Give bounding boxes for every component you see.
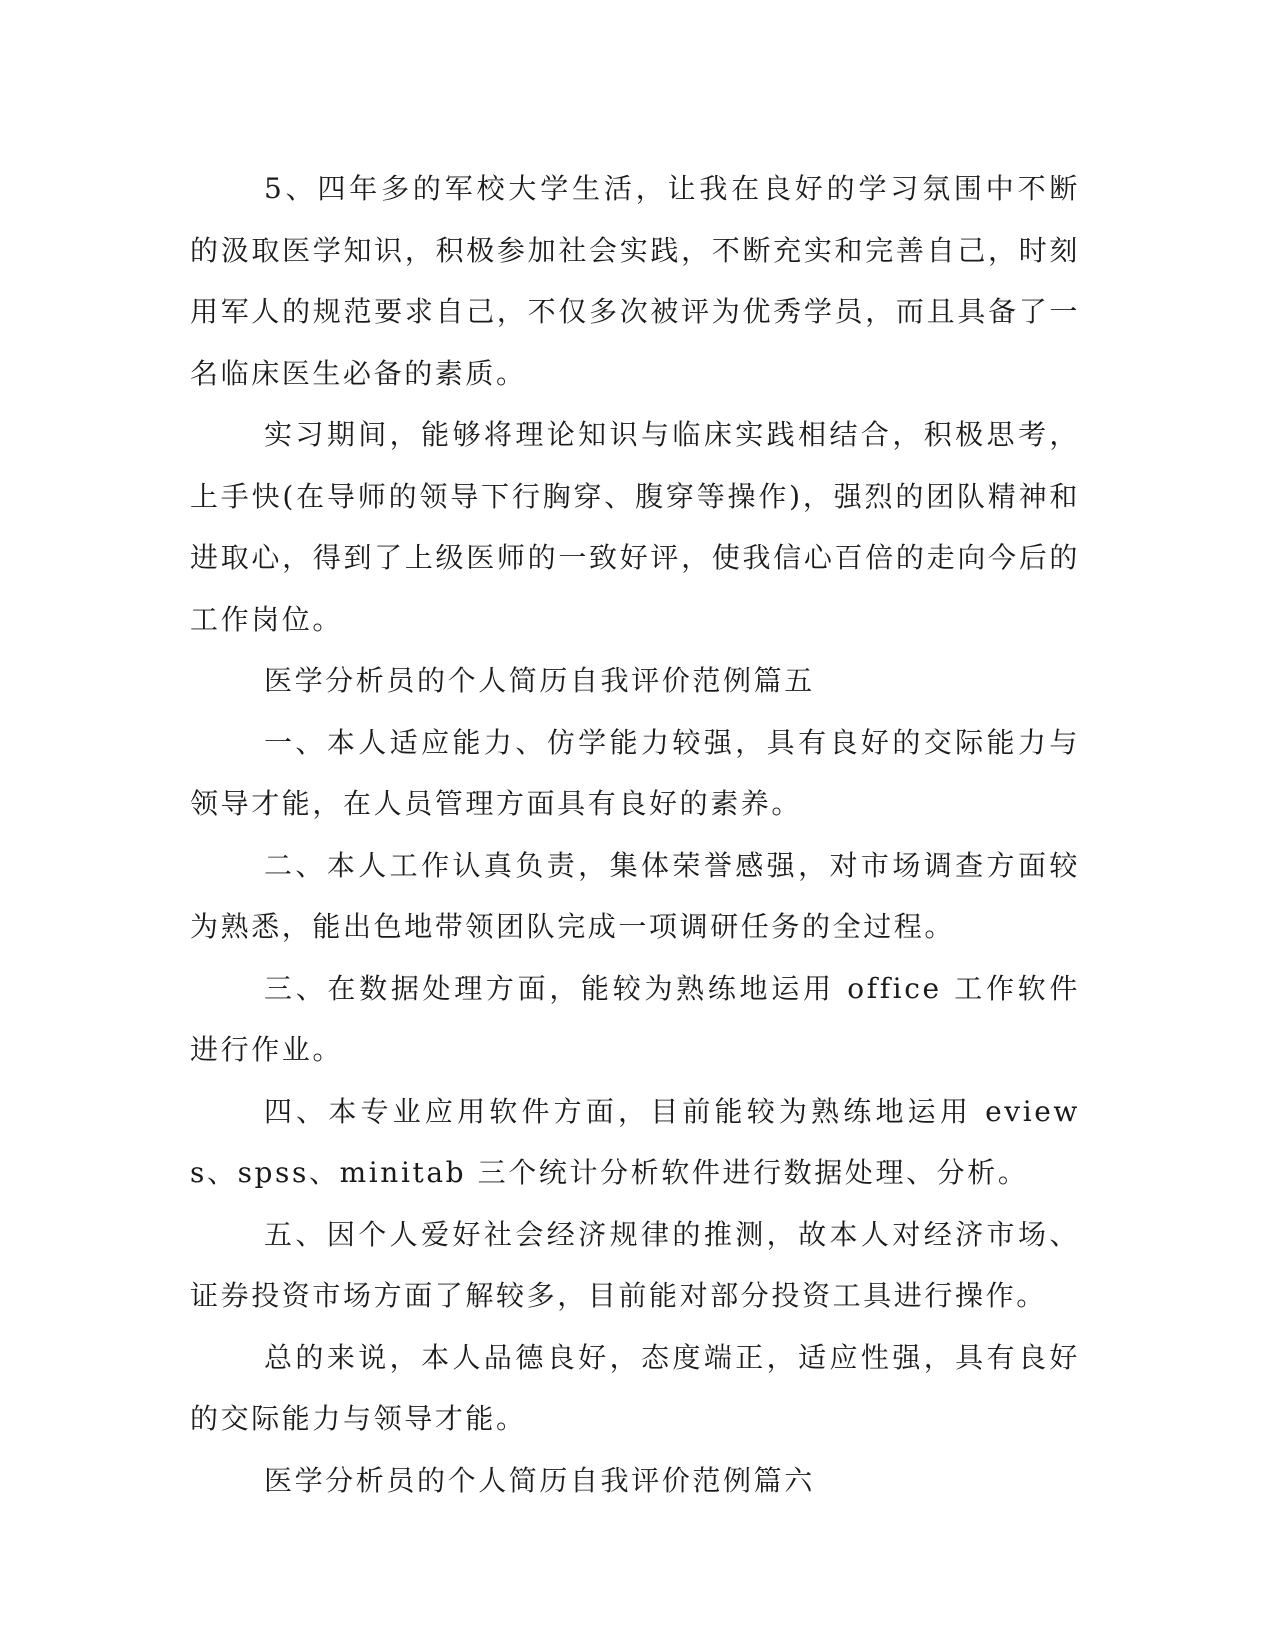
paragraph-item-four: 四、本专业应用软件方面，目前能较为熟练地运用 eviews、spss、minitab 三个统计分析软件进行数据处理、分析。 [190,1094,1080,1189]
paragraph-military-school: 5、四年多的军校大学生活，让我在良好的学习氛围中不断的汲取医学知识，积极参加社会实践，不断充实和完善自己，时刻用军人的规范要求自己，不仅多次被评为优秀学员，而且具备了一名临床医生必备的素质。 [190,172,1080,390]
section-heading-part-five: 医学分析员的个人简历自我评价范例篇五 [264,664,815,697]
paragraph-item-three: 三、在数据处理方面，能较为熟练地运用 office 工作软件进行作业。 [190,971,1080,1066]
paragraph-summary: 总的来说，本人品德良好，态度端正，适应性强，具有良好的交际能力与领导才能。 [190,1340,1080,1435]
paragraph-item-one: 一、本人适应能力、仿学能力较强，具有良好的交际能力与领导才能，在人员管理方面具有良好的素养。 [190,725,1080,820]
document-body [190,158,1080,1511]
section-heading-part-six: 医学分析员的个人简历自我评价范例篇六 [264,1463,815,1497]
paragraph-item-two: 二、本人工作认真负责，集体荣誉感强，对市场调查方面较为熟悉，能出色地带领团队完成一项调研任务的全过程。 [190,848,1080,943]
paragraph-internship: 实习期间，能够将理论知识与临床实践相结合，积极思考，上手快(在导师的领导下行胸穿、腹穿等操作)，强烈的团队精神和进取心，得到了上级医师的一致好评，使我信心百倍的走向今后的工作岗位。 [190,418,1080,636]
paragraph-item-five: 五、因个人爱好社会经济规律的推测，故本人对经济市场、证券投资市场方面了解较多，目前能对部分投资工具进行操作。 [190,1217,1080,1312]
